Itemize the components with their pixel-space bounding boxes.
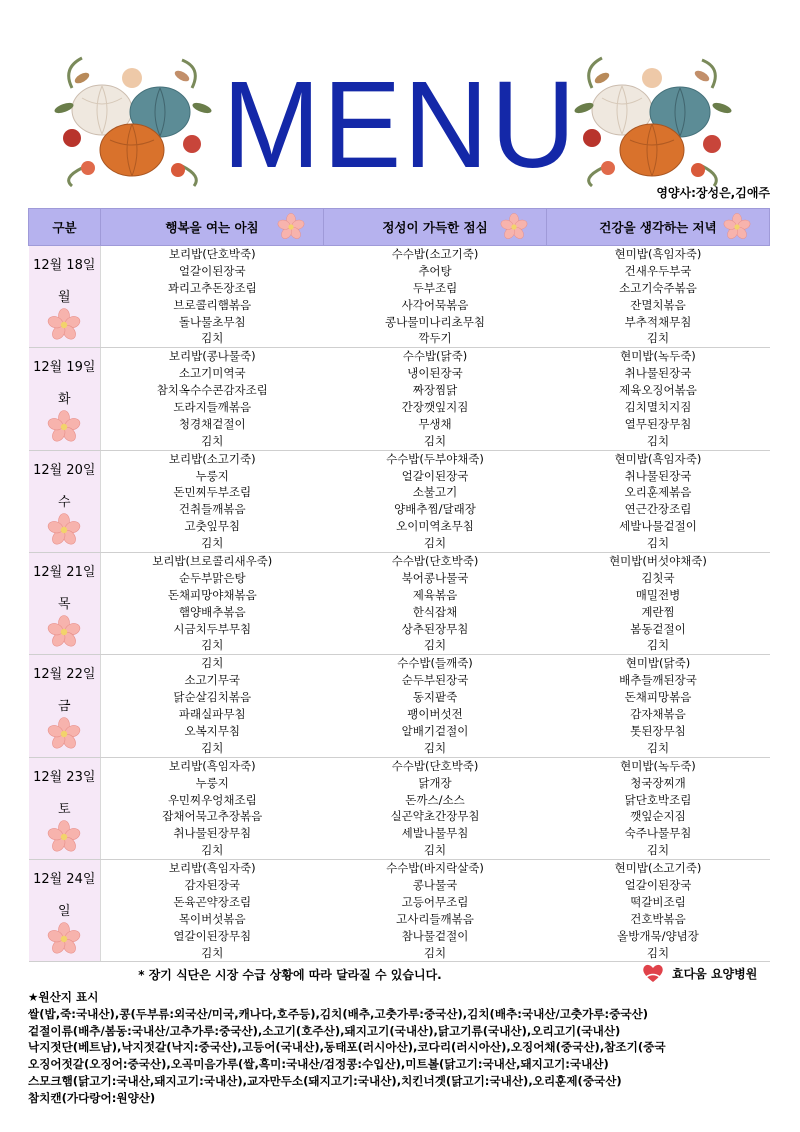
menu-item: 톳된장무침 — [630, 723, 686, 738]
day-date: 12월 24일 — [33, 872, 96, 888]
day-cell — [29, 450, 101, 552]
menu-item: 숙주나물무침 — [624, 826, 692, 841]
menu-item: 목이버섯볶음 — [178, 911, 246, 926]
menu-item: 김치 — [423, 843, 447, 858]
menu-item: 청경채겉절이 — [178, 416, 246, 431]
menu-item: 잡채어묵고추장볶음 — [162, 809, 263, 824]
lunch-cell — [324, 553, 547, 655]
menu-item: 한식잡채 — [412, 604, 458, 619]
menu-item: 소고기미역국 — [178, 366, 246, 381]
menu-item: 취나물된장국 — [624, 468, 692, 483]
menu-day-row — [29, 860, 770, 962]
menu-item: 얼갈이된장국 — [178, 263, 246, 278]
menu-item: 추어탕 — [418, 263, 452, 278]
breakfast-cell — [101, 757, 324, 859]
day-cell — [29, 860, 101, 962]
menu-item: 열무된장무침 — [624, 416, 692, 431]
menu-item: 현미밥(닭죽) — [625, 656, 691, 671]
menu-item: 참치옥수수콘감자조림 — [156, 383, 268, 398]
menu-item: 현미밥(소고기죽) — [614, 861, 702, 876]
menu-item: 김치 — [201, 331, 224, 346]
menu-item: 김치 — [646, 638, 670, 653]
menu-item: 돈육곤약장조림 — [173, 894, 252, 909]
menu-item: 팽이버섯전 — [407, 707, 463, 722]
menu-item: 고사리들깨볶음 — [396, 911, 474, 926]
menu-item: 감자채볶음 — [630, 707, 686, 722]
pink-flower-icon — [47, 717, 81, 751]
day-cell — [29, 757, 101, 859]
menu-item: 돈채피망볶음 — [624, 690, 692, 705]
menu-item: 콩나물미나리초무침 — [385, 314, 485, 329]
menu-item: 김치 — [201, 433, 224, 448]
menu-day-row — [29, 450, 770, 552]
day-weekday: 일 — [57, 904, 71, 920]
menu-item: 잔멸치볶음 — [630, 297, 686, 312]
pink-flower-icon — [498, 213, 530, 241]
menu-day-row — [29, 246, 770, 348]
menu-item: 수수밥(닭죽) — [402, 349, 468, 364]
menu-item: 김치 — [423, 433, 447, 448]
day-date: 12월 23일 — [33, 769, 96, 785]
menu-item: 김치 — [646, 945, 670, 960]
origin-line: 참치캔(가다랑어:원양산) — [28, 1090, 156, 1105]
menu-item: 김치 — [423, 536, 447, 551]
day-cell — [29, 655, 101, 757]
menu-item: 돈까스/소스 — [405, 792, 465, 807]
menu-item: 김치 — [423, 638, 447, 653]
menu-item: 제육볶음 — [412, 587, 458, 602]
menu-table — [28, 208, 770, 962]
menu-item: 냉이된장국 — [407, 366, 463, 381]
menu-item: 양배추찜/달래장 — [394, 502, 476, 517]
menu-day-row — [29, 553, 770, 655]
menu-item: 고춧잎무침 — [184, 519, 241, 534]
menu-item: 돈채피망야채볶음 — [167, 587, 257, 602]
origin-line: 오징어젓갈(오징어:중국산),오곡미음가루(쌀,흑미:국내산/검정콩:수입산),미트볼(닭고기:국내산,돼지고기:국내산) — [28, 1057, 609, 1072]
menu-item: 시금치두부무침 — [173, 621, 252, 636]
menu-item: 순두부맑은탕 — [178, 570, 246, 585]
lunch-cell — [324, 348, 547, 450]
origin-line: 쌀(밥,죽:국내산),콩(두부류:외국산/미국,캐나다,호주등),김치(배추,고춧가루:중국산),김치(배추:국내산/고춧가루:중국산) — [28, 1006, 649, 1021]
origin-line: 겉절이류(배추/봄동:국내산/고추가루:중국산),소고기(호주산),돼지고기(국내산),닭고기류(국내산),오리고기(국내산) — [28, 1023, 621, 1038]
menu-item: 현미밥(녹두죽) — [620, 758, 696, 773]
menu-item: 취나물된장무침 — [173, 826, 252, 841]
menu-item: 건호박볶음 — [630, 911, 686, 926]
menu-item: 봄동겉절이 — [630, 621, 686, 636]
menu-item: 배추들깨된장국 — [619, 673, 697, 688]
menu-item: 보리밥(브로콜리새우죽) — [152, 554, 273, 569]
header-category — [29, 209, 101, 246]
menu-item: 간장깻잎지짐 — [401, 400, 469, 415]
menu-item: 취나물된장국 — [624, 366, 692, 381]
day-date: 12월 20일 — [33, 462, 96, 478]
menu-item: 제육오징어볶음 — [619, 383, 697, 398]
menu-item: 김치 — [646, 536, 670, 551]
menu-item: 김치 — [201, 843, 224, 858]
menu-item: 얼갈이된장국 — [624, 877, 692, 892]
menu-item: 현미밥(흑임자죽) — [614, 451, 702, 466]
pink-flower-icon — [47, 820, 81, 854]
nutritionist-label: 영양사:장성은,김애주 — [656, 186, 770, 200]
lunch-cell — [324, 860, 547, 962]
lunch-cell — [324, 757, 547, 859]
menu-item: 꽈리고추돈장조림 — [167, 280, 257, 295]
menu-item: 순두부된장국 — [401, 673, 469, 688]
menu-item: 계란찜 — [641, 604, 675, 619]
dinner-cell — [547, 553, 770, 655]
pink-flower-icon — [47, 513, 81, 547]
origin-line: 스모크햄(닭고기:국내산,돼지고기:국내산),교자만두소(돼지고기:국내산),치킨너겟(닭고기:국내산),오리훈제(중국산) — [28, 1073, 622, 1088]
day-weekday: 월 — [57, 290, 71, 305]
menu-item: 김치 — [646, 331, 670, 346]
menu-item: 김치 — [646, 740, 670, 755]
menu-item: 건새우두부국 — [624, 263, 692, 278]
menu-item: 현미밥(녹두죽) — [620, 349, 696, 364]
menu-item: 브로콜리햄볶음 — [173, 297, 252, 312]
menu-item: 감자된장국 — [184, 877, 241, 892]
dinner-cell — [547, 450, 770, 552]
menu-item: 동지팥죽 — [412, 690, 458, 705]
menu-item: 사각어묵볶음 — [401, 297, 469, 312]
origin-line: 낙지젓단(베트남),낙지젓갈(낙지:중국산),고등어(국내산),동태포(러시아산),코다리(러시아산),오징어채(중국산),참조기(중국 — [28, 1040, 666, 1055]
day-cell — [29, 348, 101, 450]
menu-item: 보리밥(소고기죽) — [168, 451, 256, 466]
dinner-cell — [547, 655, 770, 757]
pink-flower-icon — [275, 213, 307, 241]
menu-item: 누룽지 — [195, 775, 229, 790]
menu-item: 김치멸치지짐 — [624, 400, 692, 415]
hospital-name: 효다움 요양병원 — [672, 966, 758, 981]
menu-item: 누룽지 — [195, 468, 229, 483]
menu-item: 보리밥(흑임자죽) — [168, 861, 256, 876]
pink-flower-icon — [721, 213, 753, 241]
menu-day-row — [29, 348, 770, 450]
menu-item: 도라지들깨볶음 — [173, 400, 252, 415]
menu-item: 매밀전병 — [635, 587, 681, 602]
menu-item: 소고기무국 — [184, 673, 241, 688]
header-breakfast-label: 행복을 여는 아침 — [165, 220, 259, 235]
menu-item: 김치 — [201, 656, 224, 671]
breakfast-cell — [101, 553, 324, 655]
menu-item: 김치 — [201, 536, 224, 551]
dinner-cell — [547, 246, 770, 348]
hospital-brand — [640, 962, 757, 984]
menu-item: 김칫국 — [641, 570, 675, 585]
dinner-cell — [547, 860, 770, 962]
pink-flower-icon — [47, 922, 81, 956]
menu-item: 우민찌우엉채조림 — [167, 792, 257, 807]
menu-item: 실곤약초간장무침 — [390, 809, 480, 824]
header-dinner-label: 건강을 생각하는 저녁 — [599, 220, 717, 235]
day-weekday: 화 — [57, 392, 71, 408]
origin-section — [28, 989, 788, 1107]
menu-day-row — [29, 655, 770, 757]
breakfast-cell — [101, 860, 324, 962]
menu-day-row — [29, 757, 770, 859]
menu-item: 얼갈이된장국 — [401, 468, 469, 483]
menu-item: 김치 — [423, 945, 447, 960]
menu-item: 돈민찌두부조림 — [173, 485, 252, 500]
menu-item: 김치 — [423, 740, 447, 755]
menu-item: 김치 — [646, 843, 670, 858]
menu-item: 고등어무조림 — [401, 894, 469, 909]
menu-item: 닭순살김치볶음 — [173, 690, 252, 705]
pink-flower-icon — [47, 615, 81, 649]
menu-item: 보리밥(흑임자죽) — [168, 758, 256, 773]
menu-item: 오복지무침 — [184, 723, 241, 738]
menu-item: 김치 — [201, 945, 224, 960]
header-category-label: 구분 — [52, 220, 77, 235]
menu-item: 콩나물국 — [412, 877, 458, 892]
menu-item: 파래실파무침 — [178, 707, 246, 722]
menu-item: 수수밥(소고기죽) — [391, 247, 479, 261]
menu-header-row — [29, 209, 770, 246]
day-weekday: 수 — [57, 494, 71, 510]
day-date: 12월 19일 — [33, 360, 96, 376]
menu-item: 떡갈비조림 — [630, 894, 686, 909]
menu-item: 보리밥(콩나물죽) — [168, 349, 256, 364]
menu-item: 수수밥(단호박죽) — [391, 758, 479, 773]
menu-item: 김치 — [201, 740, 224, 755]
header-dinner — [547, 209, 770, 246]
lunch-cell — [324, 450, 547, 552]
menu-item: 닭개장 — [418, 775, 452, 790]
menu-item: 상추된장무침 — [401, 621, 469, 636]
day-cell — [29, 246, 101, 348]
menu-item: 김치 — [646, 433, 670, 448]
day-date: 12월 22일 — [33, 667, 96, 683]
header-lunch-label: 정성이 가득한 점심 — [382, 220, 488, 235]
menu-item: 알배기겉절이 — [401, 723, 469, 738]
menu-item: 부추적채무침 — [624, 314, 692, 329]
menu-item: 두부조림 — [412, 280, 458, 295]
menu-item: 세발나물무침 — [401, 826, 469, 841]
menu-item: 현미밥(버섯야채죽) — [609, 554, 707, 569]
menu-item: 연근간장조림 — [624, 502, 692, 517]
day-date: 12월 18일 — [33, 258, 96, 273]
menu-item: 깻잎순지짐 — [630, 809, 686, 824]
notice-text: * 장기 식단은 시장 수급 상황에 따라 달라질 수 있습니다. — [138, 968, 442, 982]
menu-item: 보리밥(단호박죽) — [168, 247, 256, 261]
pink-flower-icon — [47, 308, 81, 342]
day-weekday: 금 — [57, 699, 71, 715]
lunch-cell — [324, 655, 547, 757]
menu-body — [29, 246, 770, 962]
menu-item: 열갈이된장무침 — [173, 928, 252, 943]
day-weekday: 목 — [57, 597, 71, 613]
menu-item: 김치 — [201, 638, 224, 653]
breakfast-cell — [101, 246, 324, 348]
day-date: 12월 21일 — [33, 565, 96, 581]
menu-item: 소고기숙주볶음 — [619, 280, 697, 295]
lunch-cell — [324, 246, 547, 348]
breakfast-cell — [101, 450, 324, 552]
day-weekday: 토 — [57, 801, 71, 817]
menu-item: 건취들깨볶음 — [178, 502, 246, 517]
page-title: MENU — [222, 55, 578, 195]
menu-item: 닭단호박조림 — [624, 792, 692, 807]
menu-item: 짜장찜닭 — [412, 383, 458, 398]
dinner-cell — [547, 348, 770, 450]
header-lunch — [324, 209, 547, 246]
menu-item: 참나물겉절이 — [401, 928, 469, 943]
menu-item: 수수밥(바지락살죽) — [386, 861, 484, 876]
dinner-cell — [547, 757, 770, 859]
menu-item: 소불고기 — [412, 485, 458, 500]
menu-item: 북어콩나물국 — [401, 570, 469, 585]
menu-item: 깍두기 — [418, 331, 452, 346]
menu-item: 청국장찌개 — [630, 775, 686, 790]
breakfast-cell — [101, 348, 324, 450]
day-cell — [29, 553, 101, 655]
menu-item: 수수밥(단호박죽) — [391, 554, 479, 569]
pink-flower-icon — [47, 410, 81, 444]
menu-item: 현미밥(흑임자죽) — [614, 247, 702, 261]
menu-item: 돌나물초무침 — [178, 314, 246, 329]
menu-item: 오리훈제볶음 — [624, 485, 692, 500]
hospital-heart-logo-icon — [640, 962, 666, 984]
menu-item: 세발나물겉절이 — [619, 519, 697, 534]
menu-item: 수수밥(두부야채죽) — [386, 451, 484, 466]
menu-item: 햄양배추볶음 — [178, 604, 246, 619]
menu-item: 오이미역초무침 — [396, 519, 474, 534]
menu-item: 무생채 — [418, 416, 452, 431]
menu-item: 올방개묵/양념장 — [617, 928, 699, 943]
breakfast-cell — [101, 655, 324, 757]
menu-item: 수수밥(들깨죽) — [397, 656, 473, 671]
header-breakfast — [101, 209, 324, 246]
origin-title: ★원산지 표시 — [28, 990, 99, 1004]
